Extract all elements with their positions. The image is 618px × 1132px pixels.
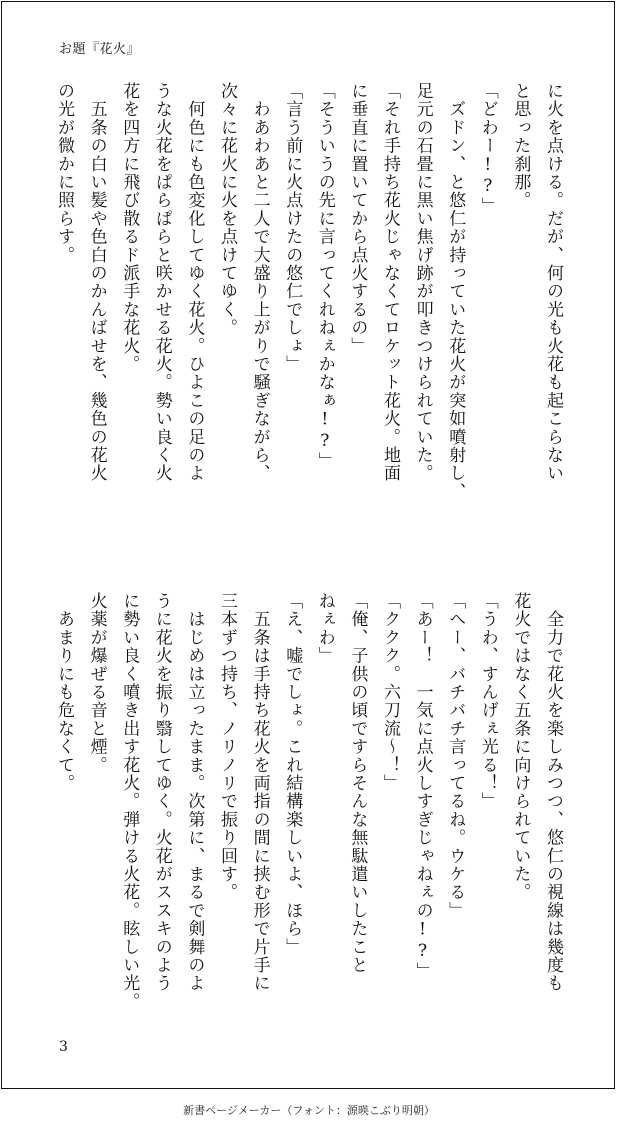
- text-line: 「うわ、すんげぇ光る！」: [477, 592, 498, 811]
- text-line: 「それ手持ち花火じゃなくてロケット花火。地面: [380, 82, 400, 483]
- footer-credit: 新書ページメーカー（フォント：源暎こぶり明朝）: [183, 1104, 435, 1117]
- text-line: 花を四方に飛び散るド派手な花火。: [119, 82, 140, 374]
- text-line: 「そういうの先に言ってくれねぇかなぁ!?」: [314, 82, 335, 471]
- text-line: うな火花をぱらぱらと咲かせる花火。勢い良く火: [151, 82, 172, 483]
- page-number: 3: [59, 1039, 68, 1055]
- page-header-title: お題『花火』: [59, 42, 141, 57]
- text-line: ねぇわ」: [314, 592, 335, 665]
- text-line: はじめは立ったまま。次第に、まるで剣舞のよ: [184, 592, 205, 993]
- text-line: 次々に花火に火を点けてゆく。: [217, 82, 237, 337]
- text-line: うに花火を振り翳してゆく。火花がススキのよう: [151, 592, 172, 993]
- text-line: 五条は手持ち花火を両指の間に挟む形で片手に: [249, 592, 270, 993]
- text-line: 「言う前に火点けたの悠仁でしょ」: [282, 82, 303, 374]
- text-line: 火薬が爆ぜる音と煙。: [86, 592, 107, 774]
- text-line: 「俺、子供の頃ですらそんな無駄遣いしたこと: [347, 592, 368, 975]
- text-line: あまりにも危なくて。: [54, 592, 74, 793]
- book-page: [1, 1, 615, 1089]
- text-line: 全力で花火を楽しみつつ、悠仁の視線は幾度も: [543, 592, 563, 993]
- text-line: に垂直に置いてから点火するの」: [347, 82, 368, 355]
- text-line: に勢い良く噴き出す花火。弾ける火花。眩しい光。: [119, 592, 140, 1011]
- text-line: 「え、嘘でしょ。これ結構楽しいよ、ほら」: [282, 592, 303, 956]
- text-line: 花火ではなく五条に向けられていた。: [510, 592, 531, 902]
- text-line: わあわあと二人で大盛り上がりで騒ぎながら、: [249, 82, 270, 483]
- text-line: 「へー、バチバチ言ってるね。ウケる」: [445, 592, 466, 920]
- text-line: 「ククク。六刀流〜！」: [380, 592, 400, 793]
- text-line: 足元の石畳に黒い焦げ跡が叩きつけられていた。: [412, 82, 433, 483]
- text-line: 「どわー!?」: [477, 82, 498, 216]
- text-line: ズドン、と悠仁が持っていた花火が突如噴射し、: [445, 82, 466, 501]
- text-line: の光が微かに照らす。: [54, 82, 74, 264]
- text-line: と思った刹那。: [510, 82, 531, 210]
- text-line: に火を点ける。だが、何の光も火花も起こらない: [543, 82, 563, 483]
- text-line: 五条の白い髪や色白のかんばせを、幾色の花火: [86, 82, 107, 483]
- text-line: 「あー！ 一気に点火しすぎじゃねぇの!?」: [412, 592, 433, 981]
- text-line: 三本ずつ持ち、ノリノリで振り回す。: [217, 592, 237, 902]
- text-line: 何色にも色変化してゆく花火。ひよこの足のよ: [184, 82, 205, 483]
